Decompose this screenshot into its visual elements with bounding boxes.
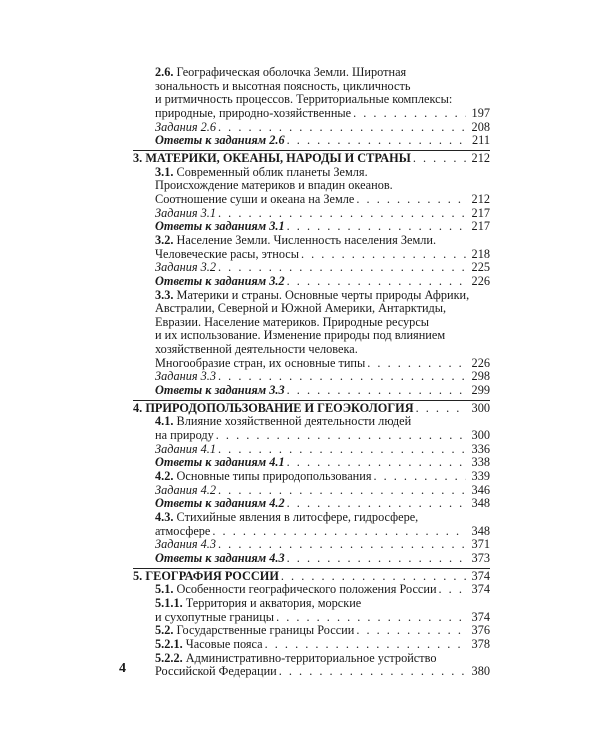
toc-entry-number: 5.2.2. [155, 650, 183, 665]
toc-tasks-entry [133, 207, 490, 221]
toc-page-number: 218 [471, 246, 490, 261]
toc-entry-title: и сухопутные границы [155, 609, 275, 624]
toc-entry-line: 4.3. Стихийные явления в литосфере, гидросфере, [155, 510, 419, 524]
toc-tasks-entry [133, 443, 490, 457]
toc-entry [155, 289, 490, 371]
toc-answers-entry [133, 134, 490, 148]
toc-page-number: 211 [472, 133, 490, 148]
toc-entry-title: Ответы к заданиям 2.6 [155, 133, 285, 148]
toc-entry-number: 5.2.1. [155, 636, 183, 651]
toc-page-number: 226 [471, 273, 490, 288]
toc-entry [155, 234, 490, 261]
dot-leader [287, 456, 466, 470]
toc-entry-number: 5.1. [155, 582, 174, 597]
toc-entry-number: 5.1.1. [155, 595, 183, 610]
toc-page-number: 217 [471, 219, 490, 234]
toc-answers-entry [133, 275, 490, 289]
toc-entry-number: 5. [133, 568, 143, 583]
toc-tasks-entry [133, 261, 490, 275]
toc-entry-number: 3.2. [155, 232, 174, 247]
toc-page-number: 217 [471, 205, 490, 220]
dot-leader [218, 207, 466, 221]
toc-entry [155, 415, 490, 442]
toc-page-number: 212 [471, 191, 490, 206]
toc-entry-line: 4.1. Влияние хозяйственной деятельности людей [155, 414, 412, 429]
toc-entry-line: зональность и высотная поясность, цикличность [155, 78, 411, 93]
toc-answers-entry [133, 384, 490, 398]
toc-entry-line: 2.6. Географическая оболочка Земли. Широтная [155, 65, 407, 79]
toc-entry-title: Ответы к заданиям 3.2 [155, 273, 285, 288]
toc-entry-line: и ритмичность процессов. Территориальные комплексы: [155, 92, 453, 107]
toc-entry-line: 5.2.2. Административно-территориальное устройство [155, 650, 437, 665]
toc-page-number: 346 [471, 482, 490, 497]
toc-entry-line: хозяйственной деятельности человека. [155, 342, 358, 357]
toc-page-number: 226 [471, 355, 490, 370]
dot-leader [356, 624, 466, 638]
toc-entry-title: Задания 3.2 [155, 260, 217, 275]
toc-entry-line: 5.1.1. Территория и акватория, морские [155, 595, 362, 610]
toc-entry-line: 3.3. Материки и страны. Основные черты природы Африки, [155, 287, 470, 302]
dot-leader [276, 611, 466, 625]
dot-leader [287, 134, 466, 148]
toc-page-number: 338 [471, 455, 490, 470]
toc-page-number: 300 [471, 400, 490, 415]
toc-entry-title: 5.2. Государственные границы России [155, 623, 355, 638]
toc-entry-number: 4. [133, 400, 143, 415]
toc-entry-number: 3.1. [155, 164, 174, 179]
toc-page-number: 298 [471, 369, 490, 384]
toc-entry-number: 4.3. [155, 510, 174, 524]
dot-leader [287, 275, 466, 289]
dot-leader [212, 525, 466, 539]
toc-entry-title: Задания 4.2 [155, 482, 217, 497]
dot-leader [218, 538, 466, 552]
dot-leader [287, 497, 466, 511]
toc-page-number: 378 [471, 636, 490, 651]
dot-leader [413, 152, 466, 166]
dot-leader [287, 552, 466, 566]
toc-entry-title: 4.2. Основные типы природопользования [155, 469, 372, 484]
toc-tasks-entry [133, 121, 490, 135]
toc-section-heading [133, 400, 490, 416]
toc-entry-line: Австралии, Северной и Южной Америки, Антарктиды, [155, 301, 447, 316]
dot-leader [367, 357, 466, 371]
toc-tasks-entry [133, 484, 490, 498]
toc-entry-number: 4.1. [155, 414, 174, 429]
dot-leader [265, 638, 466, 652]
toc-entry [155, 166, 490, 207]
toc-entry [155, 583, 490, 597]
toc-entry-title: Российской Федерации [155, 664, 277, 679]
toc-tasks-entry [133, 370, 490, 384]
dot-leader [287, 220, 466, 234]
toc-entry-title: Человеческие расы, этносы [155, 246, 299, 261]
toc-section-heading [133, 568, 490, 584]
toc-page-number: 336 [471, 441, 490, 456]
dot-leader [218, 261, 466, 275]
toc-entry-title: Соотношение суши и океана на Земле [155, 191, 355, 206]
toc-entry-title: 5. ГЕОГРАФИЯ РОССИИ [133, 568, 279, 583]
toc-entry [155, 624, 490, 638]
toc-entry [155, 511, 490, 538]
toc-tasks-entry [133, 538, 490, 552]
dot-leader [353, 107, 466, 121]
toc-entry-number: 2.6. [155, 65, 174, 79]
toc-page-number: 208 [471, 119, 490, 134]
dot-leader [356, 193, 466, 207]
toc-page-number: 374 [471, 609, 490, 624]
toc-page-number: 348 [471, 523, 490, 538]
toc-entry-line: 3.1. Современный облик планеты Земля. [155, 164, 368, 179]
toc-section-heading [133, 150, 490, 166]
dot-leader [287, 384, 466, 398]
toc-entry-title: Ответы к заданиям 4.3 [155, 550, 285, 565]
toc-entry [155, 66, 490, 121]
toc-entry-title: Задания 3.1 [155, 205, 217, 220]
dot-leader [218, 484, 466, 498]
toc-entry [155, 470, 490, 484]
toc-entry-title: Многообразие стран, их основные типы [155, 355, 366, 370]
toc-page-number: 374 [471, 582, 490, 597]
toc-entry-title: атмосфере [155, 523, 211, 538]
toc-page-number: 212 [471, 150, 490, 165]
toc-entry-title: Ответы к заданиям 3.1 [155, 219, 285, 234]
toc-answers-entry [133, 552, 490, 566]
dot-leader [279, 665, 466, 679]
dot-leader [439, 583, 466, 597]
page-number: 4 [119, 661, 126, 676]
toc-page-number: 225 [471, 260, 490, 275]
toc-entry [155, 597, 490, 624]
toc-entry-title: Задания 3.3 [155, 369, 217, 384]
toc-entry-title: Ответы к заданиям 4.2 [155, 496, 285, 511]
toc-entry-line: Евразии. Население материков. Природные ресурсы [155, 314, 430, 329]
toc-page-number: 376 [471, 623, 490, 638]
dot-leader [216, 429, 466, 443]
toc-page-number: 300 [471, 428, 490, 443]
toc-answers-entry [133, 456, 490, 470]
toc-entry-number: 3. [133, 150, 143, 165]
dot-leader [416, 402, 466, 416]
toc-entry-title: Задания 2.6 [155, 119, 217, 134]
table-of-contents [133, 66, 490, 679]
toc-page-number: 348 [471, 496, 490, 511]
toc-entry-title: на природу [155, 428, 214, 443]
toc-entry-number: 4.2. [155, 469, 174, 484]
toc-entry-title: 4. ПРИРОДОПОЛЬЗОВАНИЕ И ГЕОЭКОЛОГИЯ [133, 400, 414, 415]
toc-entry-title: Задания 4.1 [155, 441, 217, 456]
dot-leader [281, 570, 466, 584]
toc-entry-line: и их использование. Изменение природы под влиянием [155, 328, 446, 343]
dot-leader [301, 248, 466, 262]
toc-answers-entry [133, 497, 490, 511]
toc-entry [155, 652, 490, 679]
dot-leader [218, 121, 466, 135]
dot-leader [373, 470, 466, 484]
toc-answers-entry [133, 220, 490, 234]
toc-entry-title: природные, природно-хозяйственные [155, 105, 352, 120]
toc-entry-title: 5.2.1. Часовые пояса [155, 636, 263, 651]
dot-leader [218, 370, 466, 384]
toc-page-number: 371 [471, 537, 490, 552]
toc-entry-number: 3.3. [155, 287, 174, 302]
toc-entry-number: 5.2. [155, 623, 174, 638]
toc-entry-line: Происхождение материков и впадин океанов. [155, 178, 393, 193]
toc-entry-title: Ответы к заданиям 3.3 [155, 383, 285, 398]
toc-page-number: 339 [471, 469, 490, 484]
toc-entry-title: Ответы к заданиям 4.1 [155, 455, 285, 470]
toc-entry-title: 3. МАТЕРИКИ, ОКЕАНЫ, НАРОДЫ И СТРАНЫ [133, 150, 411, 165]
toc-entry-title: Задания 4.3 [155, 537, 217, 552]
toc-entry [155, 638, 490, 652]
toc-entry-title: 5.1. Особенности географического положения России [155, 582, 437, 597]
toc-page-number: 373 [471, 550, 490, 565]
dot-leader [218, 443, 466, 457]
toc-entry-line: 3.2. Население Земли. Численность населения Земли. [155, 232, 437, 247]
toc-page-number: 374 [471, 568, 490, 583]
toc-page-number: 380 [471, 664, 490, 679]
toc-page-number: 197 [471, 105, 490, 120]
toc-page-number: 299 [471, 383, 490, 398]
